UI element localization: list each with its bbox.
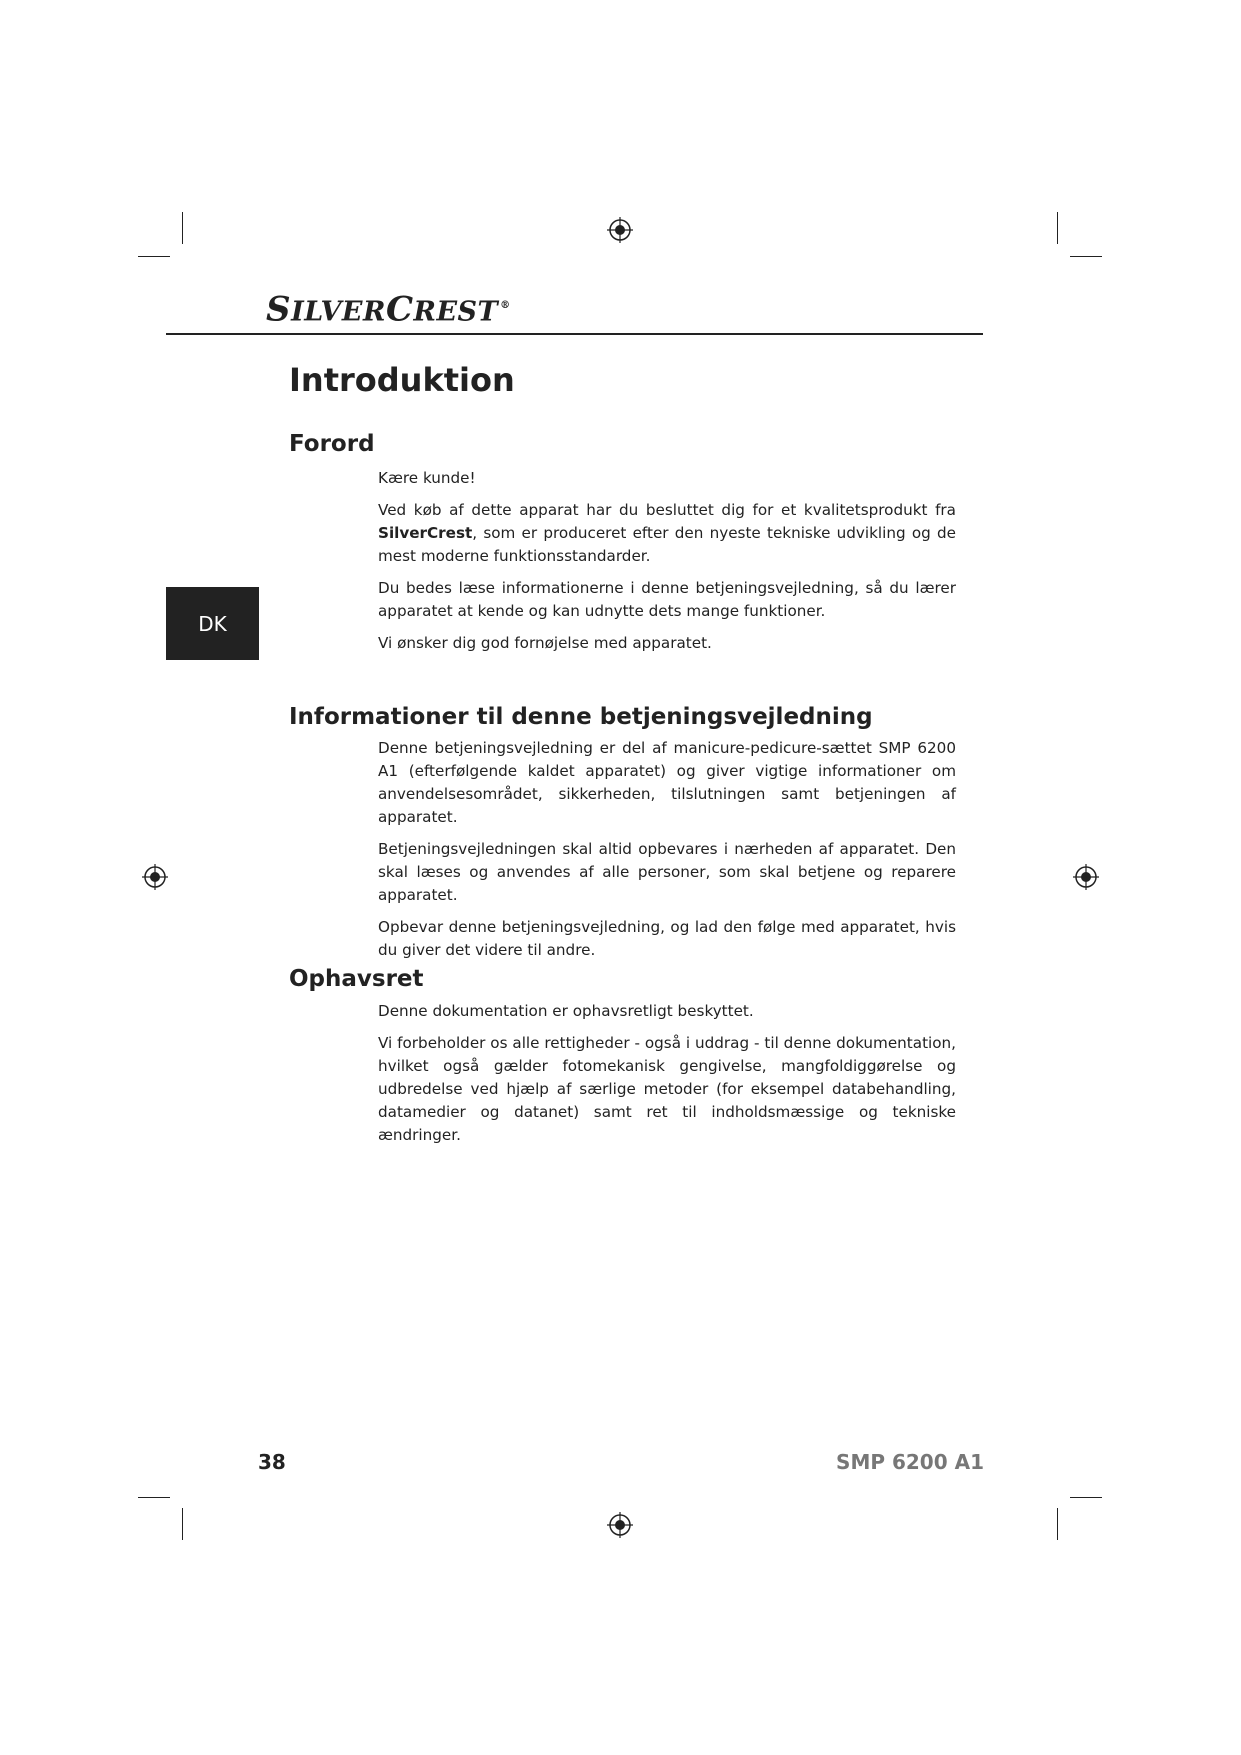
- section-body-ophavsret: [378, 1000, 956, 1156]
- page-title: Introduktion: [289, 361, 515, 399]
- crop-mark: [182, 212, 183, 244]
- brand-logo: SILVERCREST ®: [266, 289, 511, 330]
- paragraph: Denne betjeningsvejledning er del af manicure-pedicure-sættet SMP 6200 A1 (efterfølgende kaldet apparatet) og giver vigtige informationer om anvendelsesområdet, sikkerheden, tilslutningen samt betjeningen af apparatet.: [378, 739, 956, 826]
- section-heading-ophavsret: Ophavsret: [289, 966, 424, 992]
- crop-mark: [138, 256, 170, 257]
- crop-mark: [138, 1497, 170, 1498]
- crop-mark: [1070, 256, 1102, 257]
- crop-mark: [1070, 1497, 1102, 1498]
- section-body-forord: [378, 467, 956, 664]
- crop-mark: [1057, 1508, 1058, 1540]
- language-tab: [166, 587, 259, 660]
- paragraph: Ved køb af dette apparat har du besluttet dig for et kvalitetsprodukt fra SilverCrest, som er produceret efter den nyeste tekniske udvikling og de mest moderne funktionsstandarder.: [378, 501, 956, 565]
- model-number: SMP 6200 A1: [836, 1450, 984, 1474]
- header-rule: [166, 333, 983, 335]
- paragraph: Du bedes læse informationerne i denne betjeningsvejledning, så du lærer apparatet at kende og kan udnytte dets mange funktioner.: [378, 579, 956, 620]
- paragraph: Denne dokumentation er ophavsretligt beskyttet.: [378, 1002, 754, 1020]
- registration-mark-icon: [607, 1512, 633, 1538]
- paragraph: Opbevar denne betjeningsvejledning, og lad den følge med apparatet, hvis du giver det videre til andre.: [378, 918, 956, 959]
- section-heading-informationer: Informationer til denne betjeningsvejledning: [289, 704, 873, 730]
- language-tab-label: DK: [198, 611, 227, 636]
- registration-mark-icon: [1073, 864, 1099, 890]
- crop-mark: [1057, 212, 1058, 244]
- brand-name: SilverCrest: [378, 524, 473, 542]
- crop-mark: [182, 1508, 183, 1540]
- page-number: 38: [258, 1450, 286, 1474]
- paragraph: Kære kunde!: [378, 469, 476, 487]
- paragraph: Vi forbeholder os alle rettigheder - også i uddrag - til denne dokumentation, hvilket også gælder fotomekanisk gengivelse, mangfoldiggørelse og udbredelse ved hjælp af særlige metoder (for eksempel databehandling, datamedier og datanet) samt ret til indholdsmæssige og tekniske ændringer.: [378, 1034, 956, 1144]
- paragraph: Vi ønsker dig god fornøjelse med apparatet.: [378, 634, 712, 652]
- registration-mark-icon: [142, 864, 168, 890]
- section-body-informationer: [378, 737, 956, 971]
- paragraph: Betjeningsvejledningen skal altid opbevares i nærheden af apparatet. Den skal læses og anvendes af alle personer, som skal betjene og reparere apparatet.: [378, 840, 956, 904]
- section-heading-forord: Forord: [289, 431, 375, 457]
- registration-mark-icon: [607, 217, 633, 243]
